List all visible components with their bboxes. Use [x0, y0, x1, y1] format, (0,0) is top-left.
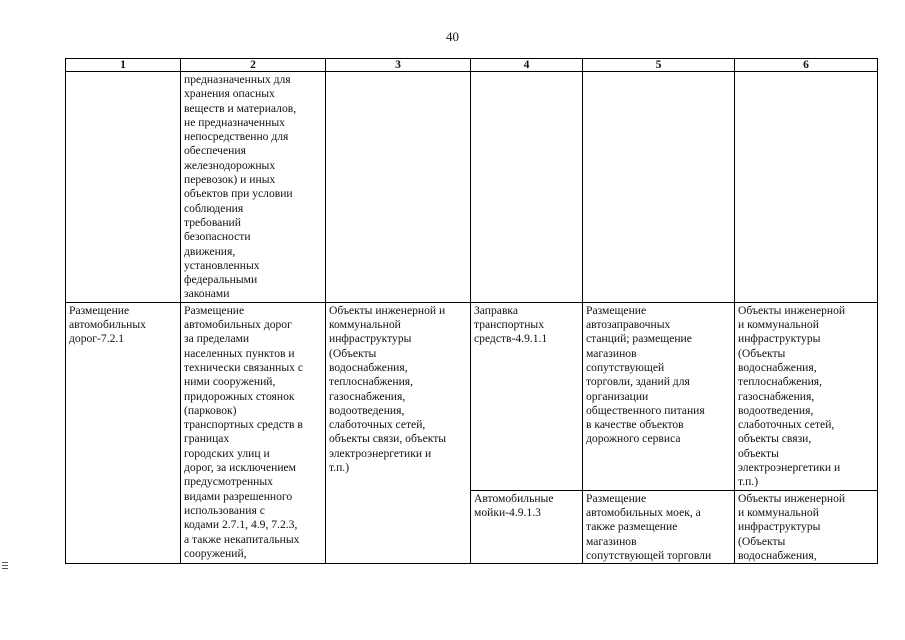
cont-col-6: [735, 72, 878, 303]
header-col-2: 2: [181, 59, 326, 72]
main-col-2: Размещение автомобильных дорог за пределами населенных пунктов и технически связанных с ними сооружений, придорожных стоянок (парковок) транспортных средств в границах городских улиц и дорог, за исключением предусмотренных видами разрешенного использования с кодами 2.7.1, 4.9, 7.2.3, а также некапитальных сооружений,: [181, 302, 326, 563]
sub1-col-6: Объекты инженерной и коммунальной инфраструктуры (Объекты водоснабжения, теплоснабжения, газоснабжения, водоотведения, слаботочных сетей, объекты связи, объекты электроэнергетики и т.п.): [735, 302, 878, 490]
header-col-4: 4: [471, 59, 583, 72]
header-col-6: 6: [735, 59, 878, 72]
sub2-col-5: Размещение автомобильных моек, а также размещение магазинов сопутствующей торговли: [583, 490, 735, 563]
sub2-col-6: Объекты инженерной и коммунальной инфраструктуры (Объекты водоснабжения,: [735, 490, 878, 563]
land-use-table: [65, 58, 878, 564]
header-col-5: 5: [583, 59, 735, 72]
main-col-1: Размещение автомобильных дорог-7.2.1: [66, 302, 181, 563]
cont-col-4: [471, 72, 583, 303]
cont-col-5: [583, 72, 735, 303]
header-col-3: 3: [326, 59, 471, 72]
main-row-1: [66, 302, 878, 490]
sub1-col-5: Размещение автозаправочных станций; размещение магазинов сопутствующей торговли, зданий для организации общественного питания в качестве объектов дорожного сервиса: [583, 302, 735, 490]
cont-col-2: предназначенных для хранения опасных веществ и материалов, не предназначенных непосредственно для обеспечения железнодорожных перевозок) и иных объектов при условии соблюдения требований безопасности движения, установленных федеральными законами: [181, 72, 326, 303]
main-col-3: Объекты инженерной и коммунальной инфраструктуры (Объекты водоснабжения, теплоснабжения, газоснабжения, водоотведения, слаботочных сетей, объекты связи, объекты электроэнергетики и т.п.): [326, 302, 471, 563]
sub2-col-4: Автомобильные мойки-4.9.1.3: [471, 490, 583, 563]
sub1-col-4: Заправка транспортных средств-4.9.1.1: [471, 302, 583, 490]
margin-mark: [2, 562, 8, 571]
header-row: [66, 59, 878, 72]
page-number: 40: [446, 29, 459, 44]
cont-col-1: [66, 72, 181, 303]
header-col-1: 1: [66, 59, 181, 72]
continuation-row: [66, 72, 878, 303]
cont-col-3: [326, 72, 471, 303]
